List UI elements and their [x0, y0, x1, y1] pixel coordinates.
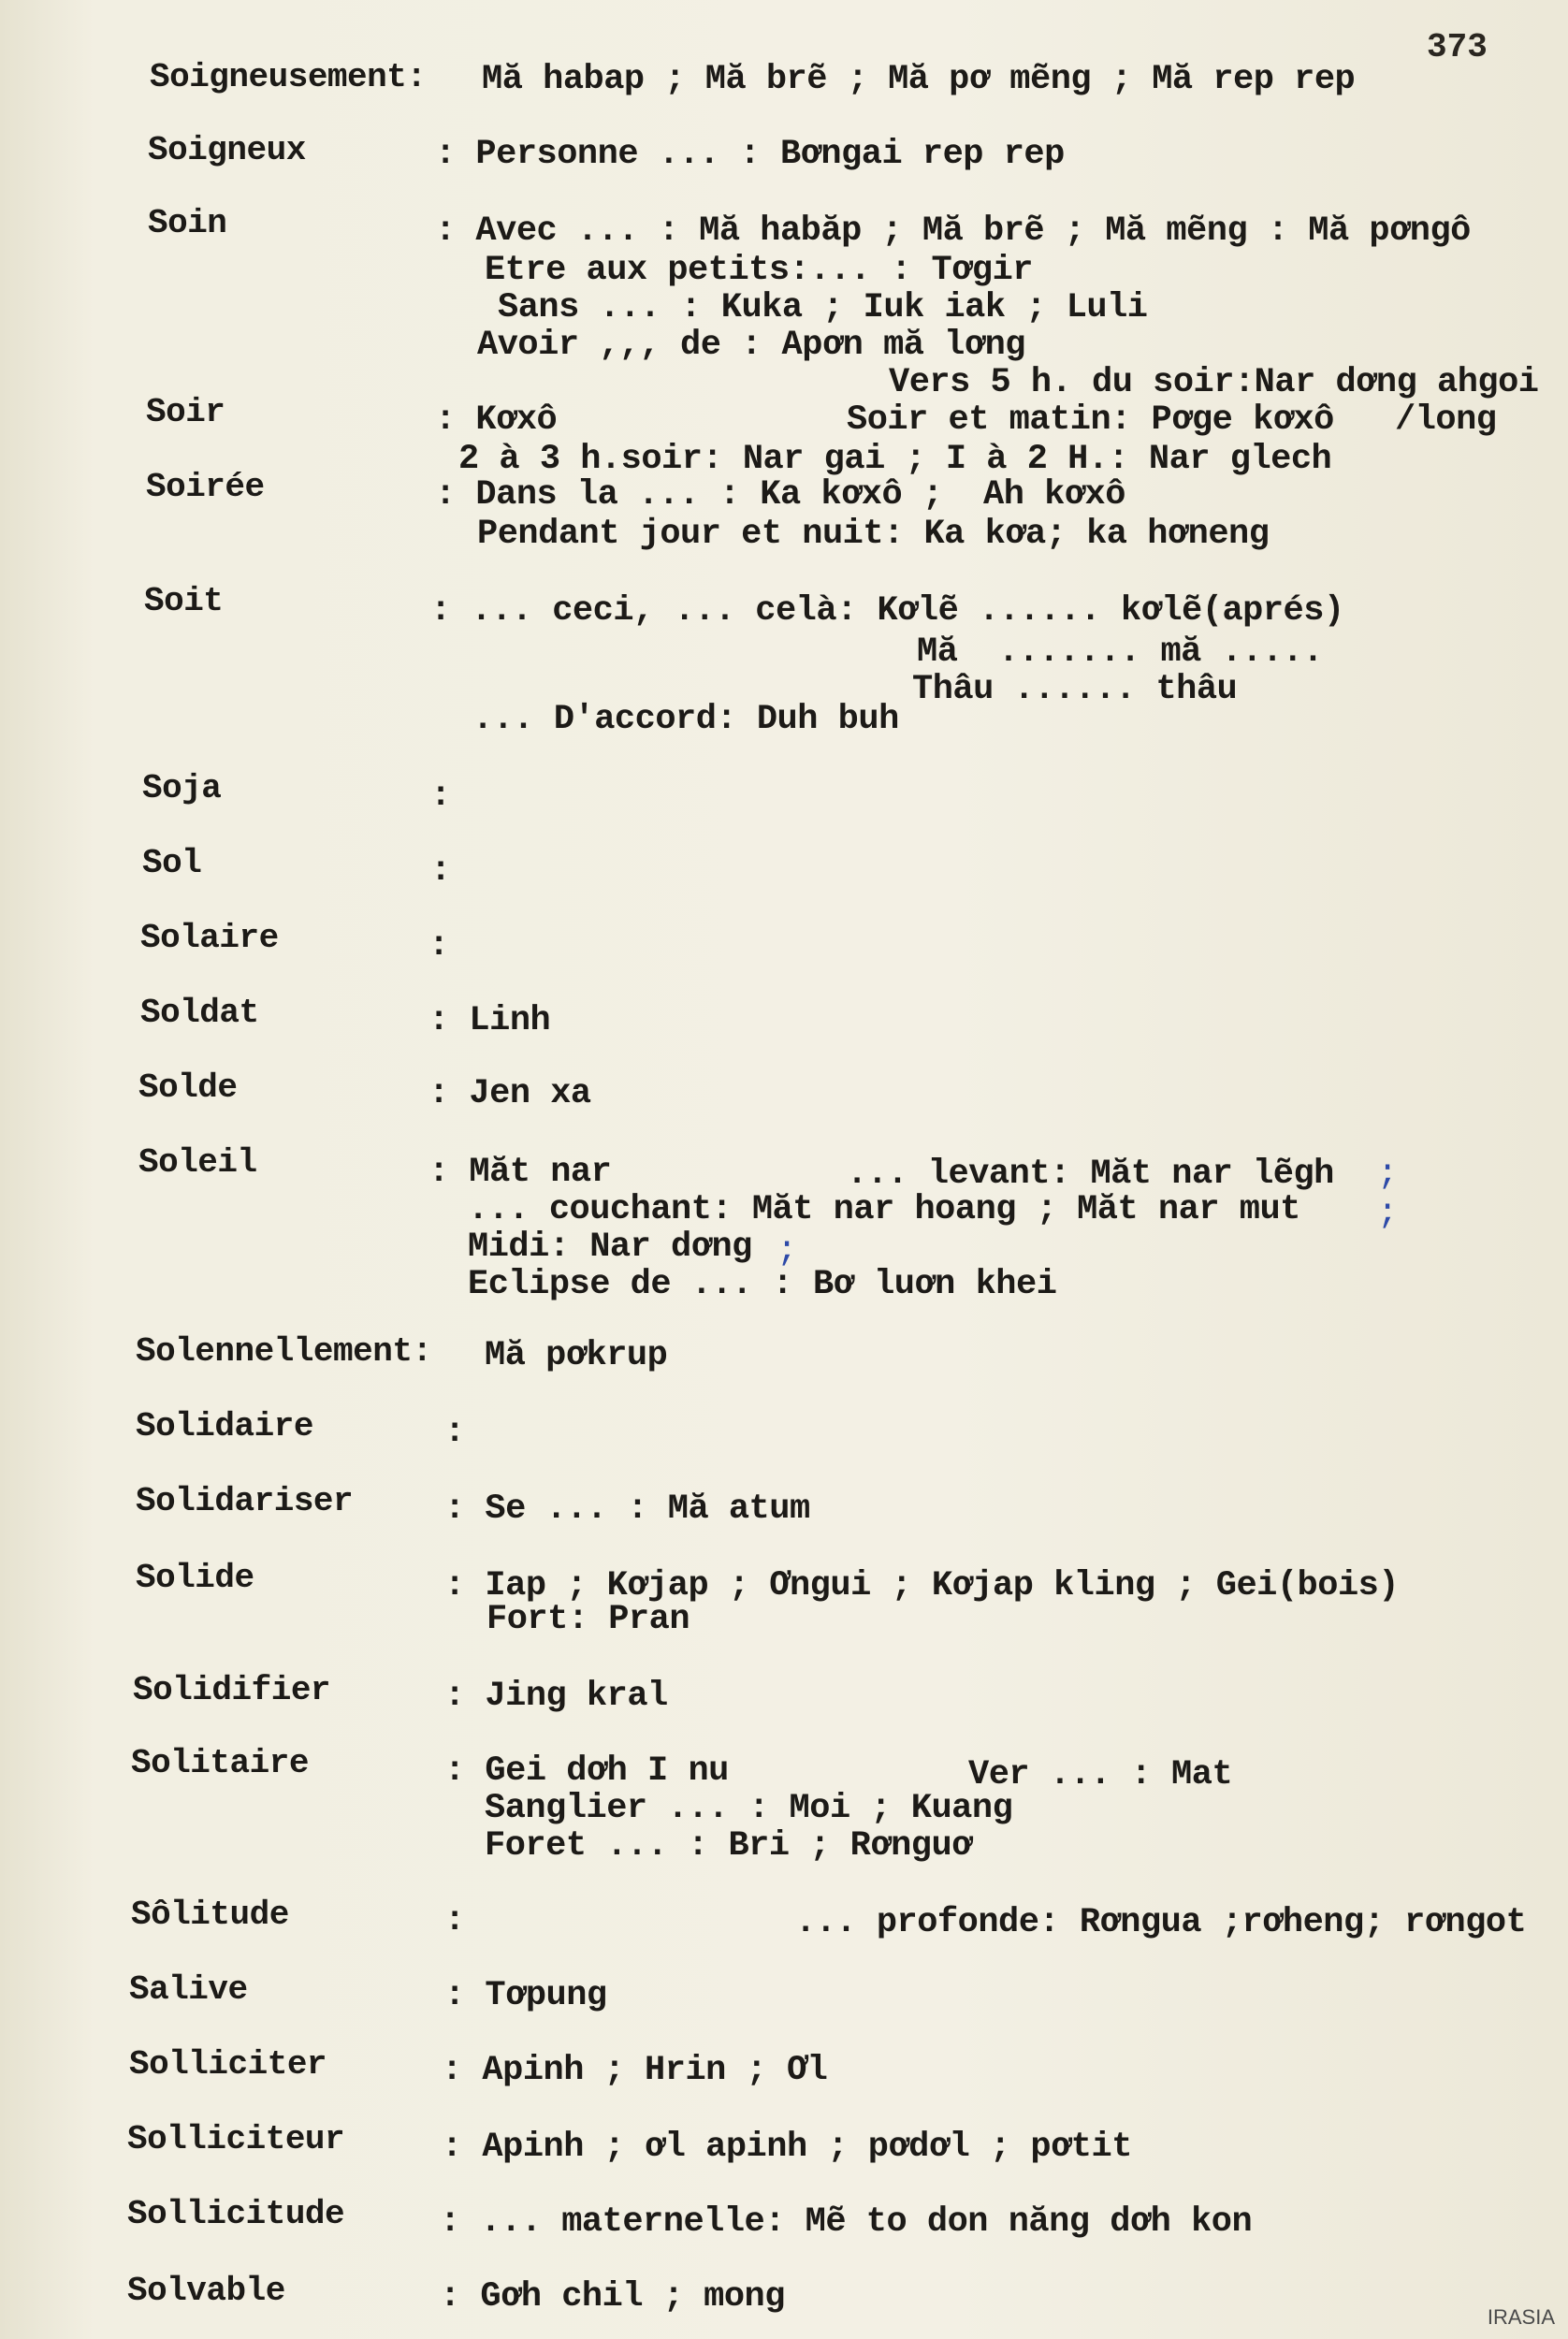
entry-solitude-def: :: [444, 1901, 465, 1940]
entry-solitaire-def: : Gei dơh I nu: [444, 1751, 729, 1791]
entry-soir-def: : Kơxô: [435, 400, 558, 440]
entry-soin-sub2: Sans ... : Kuka ; Iuk iak ; Luli: [498, 288, 1148, 327]
page-number: 373: [1427, 28, 1488, 66]
entry-solde-head: Solde: [138, 1068, 238, 1107]
entry-soigneusement-head: Soigneusement:: [150, 58, 427, 96]
entry-solitude-right1: ... profonde: Rơngua ;rơheng; rơngot: [795, 1903, 1527, 1942]
entry-soigneux-def: : Personne ... : Bơngai rep rep: [435, 135, 1065, 174]
entry-soit-def: : ... ceci, ... celà: Kơlẽ ...... kơlẽ(aprés): [430, 591, 1344, 631]
entry-solliciter-def: : Apinh ; Hrin ; Ơl: [442, 2051, 828, 2090]
entry-sollicitude-def: : ... maternelle: Mẽ to don năng dơh kon: [440, 2202, 1253, 2242]
entry-solvable-def: : Gơh chil ; mong: [440, 2277, 785, 2317]
entry-soiree-head: Soirée: [146, 468, 265, 506]
entry-soiree-def: : Dans la ... : Ka kơxô ; Ah kơxô: [435, 475, 1125, 515]
entry-solliciteur-def: : Apinh ; ơl apinh ; pơdơl ; pơtit: [442, 2128, 1132, 2167]
entry-soin-sub1: Etre aux petits:... : Tơgir: [485, 251, 1033, 290]
entry-soiree-sub1: Pendant jour et nuit: Ka kơa; ka hơneng: [477, 515, 1270, 554]
entry-solennellement-def: Mă pơkrup: [485, 1336, 668, 1375]
entry-solitaire-head: Solitaire: [131, 1744, 309, 1782]
entry-soin-head: Soin: [148, 204, 227, 242]
entry-soit-sub2: Thâu ...... thâu: [912, 670, 1238, 709]
entry-solliciteur-head: Solliciteur: [127, 2120, 345, 2158]
entry-solide-def: : Iap ; Kơjap ; Ơngui ; Kơjap kling ; Gei(bois): [444, 1566, 1400, 1605]
entry-solitaire-right1: Ver ... : Mat: [968, 1755, 1233, 1794]
entry-solliciter-head: Solliciter: [129, 2045, 327, 2084]
entry-soleil-sub2: Midi: Nar dơng: [468, 1228, 752, 1267]
entry-soigneusement-def: Mă habap ; Mă brẽ ; Mă pơ mẽng ; Mă rep rep: [482, 60, 1356, 99]
entry-soja-head: Soja: [142, 769, 222, 807]
entry-soleil-sub3: Eclipse de ... : Bơ luơn khei: [468, 1265, 1057, 1304]
entry-soir-right1: Vers 5 h. du soir:Nar dơng ahgoi: [889, 363, 1539, 402]
entry-solde-def: : Jen xa: [428, 1074, 591, 1113]
entry-solvable-head: Solvable: [127, 2272, 285, 2310]
entry-solidaire-head: Solidaire: [136, 1407, 313, 1446]
entry-sollicitude-head: Sollicitude: [127, 2195, 345, 2233]
entry-solidifier-head: Solidifier: [133, 1671, 331, 1709]
entry-soir-right2: Soir et matin: Pơge kơxô /long: [847, 400, 1497, 440]
entry-solide-head: Solide: [136, 1559, 254, 1597]
entry-soleil-def: : Măt nar: [428, 1153, 612, 1192]
entry-soir-sub1: 2 à 3 h.soir: Nar gai ; I à 2 H.: Nar glech: [458, 440, 1332, 479]
entry-solidifier-def: : Jing kral: [444, 1677, 668, 1716]
entry-soit-sub3: ... D'accord: Duh buh: [472, 700, 899, 739]
entry-salive-head: Salive: [129, 1970, 248, 2009]
entry-soigneux-head: Soigneux: [148, 131, 306, 169]
entry-solidariser-head: Solidariser: [136, 1482, 354, 1520]
entry-solaire-def: :: [428, 926, 449, 966]
ink-semicolon-mark: ;: [1377, 1194, 1398, 1233]
entry-soit-sub1: Mă ....... mă .....: [917, 632, 1324, 672]
entry-soleil-right1: ... levant: Măt nar lẽgh: [847, 1155, 1334, 1194]
ink-semicolon-mark: ;: [777, 1231, 797, 1271]
entry-solidariser-def: : Se ... : Mă atum: [444, 1489, 810, 1529]
entry-soit-head: Soit: [144, 582, 224, 620]
entry-sol-head: Sol: [142, 844, 202, 882]
entry-solide-sub1: Fort: Pran: [486, 1600, 690, 1639]
entry-solitaire-sub1: Sanglier ... : Moi ; Kuang: [485, 1789, 1013, 1828]
ink-semicolon-mark: ;: [1377, 1155, 1398, 1194]
entry-solitaire-sub2: Foret ... : Bri ; Rơnguơ: [485, 1826, 972, 1866]
entry-soleil-sub1: ... couchant: Măt nar hoang ; Măt nar mut: [468, 1190, 1300, 1229]
entry-sol-def: :: [430, 851, 451, 891]
entry-soin-sub3: Avoir ,,, de : Apơn mă lơng: [477, 326, 1025, 365]
entry-salive-def: : Tơpung: [444, 1976, 607, 2015]
entry-solennellement-head: Solennellement:: [136, 1332, 432, 1371]
entry-soin-def: : Avec ... : Mă habăp ; Mă brẽ ; Mă mẽng : Mă pơngô: [435, 211, 1471, 251]
entry-soldat-def: : Linh: [428, 1001, 551, 1040]
watermark: IRASIA: [1487, 2305, 1555, 2329]
entry-soldat-head: Soldat: [140, 994, 259, 1032]
entry-solitude-head: Sôlitude: [131, 1896, 289, 1934]
entry-soir-head: Soir: [146, 393, 225, 431]
entry-solidaire-def: :: [444, 1413, 465, 1452]
entry-soleil-head: Soleil: [138, 1143, 257, 1182]
entry-soja-def: :: [430, 777, 451, 816]
entry-solaire-head: Solaire: [140, 919, 279, 957]
